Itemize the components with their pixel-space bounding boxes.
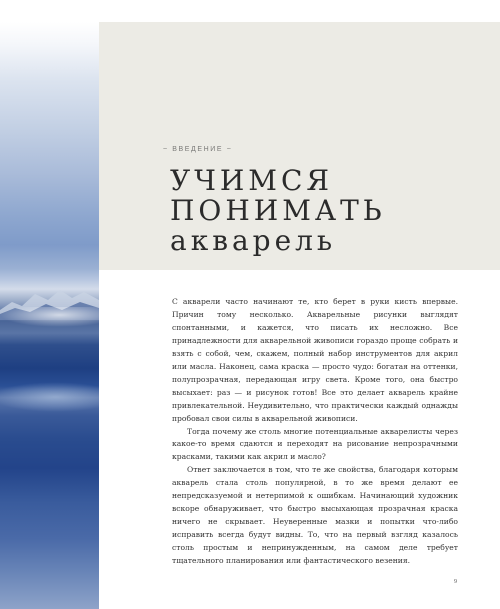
paragraph-3: Ответ заключается в том, что те же свойства, благодаря которым акварель стала столь популярной, в то же время делают ее непредсказуемой и нетерпимой к ошибкам. Начинающий художник вскоре обнаруживает, что быстро высыхающая прозрачная краска ничего не скрывает. Неуверенные мазки и попытки что-либо исправить всегда будут видны. То, что на первый взгляд казалось столь простым и непринужденным, на самом деле требует тщательного планирования или фантастического везения. (172, 465, 458, 566)
body-text (172, 296, 458, 568)
title-line-2: ПОНИМАТЬ (170, 194, 386, 227)
watercolor-illustration (0, 22, 99, 609)
page-number: 9 (454, 579, 457, 585)
chapter-title (170, 166, 386, 256)
paragraph-2: Тогда почему же столь многие потенциальные акварелисты через какое-то время сдаются и переходят на рисование непрозрачными красками, такими как акрил и масло? (172, 426, 458, 462)
section-kicker: ~ ВВЕДЕНИЕ ~ (163, 146, 233, 153)
water-reflection (0, 382, 99, 412)
light-wash (0, 307, 99, 327)
title-line-3: акварель (170, 224, 337, 257)
paragraph-1: С акварели часто начинают те, кто берет в руки кисть впервые. Причин тому несколько. Акварельные рисунки выглядят спонтанными, и кажется, что писать их несложно. Все принадлежности для акварельной живописи гораздо проще собрать и взять с собой, чем, скажем, полный набор инструментов для акрил или масла. Наконец, сама краска — просто чудо: богатая на оттенки, полупрозрачная, передающая игру света. Кроме того, она быстро высыхает: раз — и рисунок готов! Все это делает акварель крайне привлекательной. Неудивительно, что практически каждый однажды пробовал свои силы в акварельной живописи. (172, 297, 458, 423)
title-line-1: УЧИМСЯ (170, 164, 334, 197)
